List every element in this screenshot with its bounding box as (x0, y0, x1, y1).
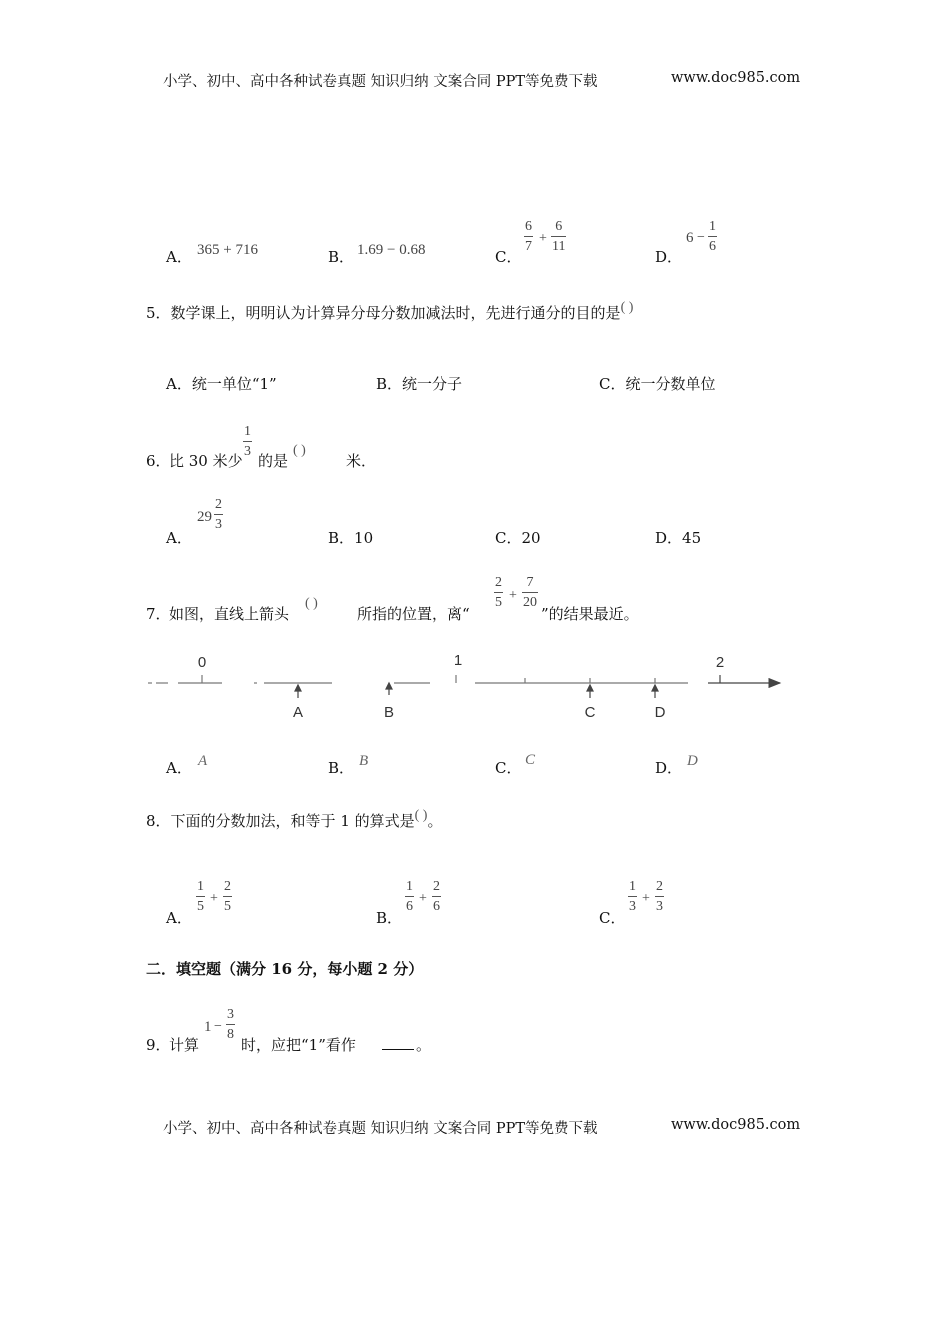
question-7-text-mid: 所指的位置，离“ (357, 605, 470, 623)
question-7-number: 7． (146, 605, 171, 623)
question-7-option-a-value: A (198, 753, 208, 769)
question-6-option-c[interactable]: C．20 (495, 529, 541, 547)
option-d-minus: − (697, 230, 705, 245)
question-7-option-d-label[interactable]: D． (655, 759, 683, 777)
question-9-text-before: 计算 (169, 1036, 200, 1054)
question-6-option-d[interactable]: D．45 (655, 529, 702, 547)
question-8-option-c-fraction-2: 2 3 (656, 879, 663, 914)
question-7-option-c-value: C (525, 752, 536, 768)
question-8-option-b-fraction-1: 1 6 (406, 879, 413, 914)
question-6-answer-paren[interactable]: ( ) (293, 443, 306, 458)
option-a-expression: 365 + 716 (197, 242, 258, 258)
question-7-fraction-2: 7 20 (523, 575, 537, 610)
question-6-option-b[interactable]: B．10 (328, 529, 374, 547)
question-5-option-b[interactable]: B．统一分子 (376, 375, 463, 393)
header-url[interactable]: www.doc985.com (671, 70, 801, 86)
mark-c: C (584, 704, 596, 721)
option-a-label[interactable]: A． (166, 248, 192, 266)
question-7-option-a-label[interactable]: A． (166, 759, 192, 777)
question-6-text-before: 比 30 米少 (169, 452, 243, 470)
mark-b: B (383, 704, 395, 721)
question-8 (146, 810, 442, 831)
question-8-option-a-fraction-2: 2 5 (224, 879, 231, 914)
label-zero: 0 (197, 654, 207, 671)
question-5 (146, 302, 633, 323)
question-5-number: 5． (146, 304, 171, 322)
option-c-label[interactable]: C． (495, 248, 522, 266)
question-7-text-before: 如图，直线上箭头 (169, 605, 290, 623)
question-6-text-after: 米． (346, 452, 377, 470)
question-8-option-a-label[interactable]: A． (166, 909, 192, 927)
question-8-number: 8． (146, 812, 171, 830)
question-7-plus: + (509, 588, 517, 603)
question-8-answer-paren[interactable]: ( ) (414, 808, 428, 823)
option-c-plus: + (539, 231, 547, 246)
footer-url[interactable]: www.doc985.com (671, 1117, 801, 1133)
question-8-text-after: 。 (427, 812, 443, 830)
question-5-option-c[interactable]: C．统一分数单位 (599, 375, 716, 393)
label-one: 1 (453, 652, 463, 669)
footer-text: 小学、初中、高中各种试卷真题 知识归纳 文案合同 PPT等免费下载 (163, 1121, 598, 1137)
question-6-number: 6． (146, 452, 171, 470)
header-text: 小学、初中、高中各种试卷真题 知识归纳 文案合同 PPT等免费下载 (163, 74, 598, 90)
option-b-expression: 1.69 − 0.68 (357, 242, 426, 258)
question-9-fraction: 3 8 (227, 1007, 234, 1042)
question-7-option-d-value: D (687, 753, 698, 769)
question-8-option-a-plus: + (210, 891, 218, 906)
question-7-text-after: ”的结果最近。 (541, 605, 639, 623)
option-d-fraction: 1 6 (709, 219, 716, 254)
question-7-fraction-1: 2 5 (495, 575, 502, 610)
question-6-option-a-fraction: 2 3 (215, 497, 222, 532)
question-7-option-b-value: B (359, 753, 369, 769)
option-d-label[interactable]: D． (655, 248, 683, 266)
number-line-diagram (140, 645, 800, 725)
question-8-option-a-fraction-1: 1 5 (197, 879, 204, 914)
question-6-text-mid: 的是 (258, 452, 289, 470)
question-8-option-b-fraction-2: 2 6 (433, 879, 440, 914)
question-9-text-after: 时，应把“1”看作 (241, 1036, 356, 1054)
option-c-fraction-1: 6 7 (525, 219, 532, 254)
question-8-option-b-plus: + (419, 891, 427, 906)
label-two: 2 (715, 654, 725, 671)
option-c-fraction-2: 6 11 (552, 219, 566, 254)
question-9-answer-blank[interactable] (382, 1036, 414, 1054)
question-7-answer-paren[interactable]: ( ) (305, 596, 318, 611)
question-8-text: 下面的分数加法，和等于 1 的算式是 (170, 812, 415, 830)
page-footer (163, 1117, 598, 1138)
page-header (163, 70, 598, 91)
question-7-option-b-label[interactable]: B． (328, 759, 355, 777)
question-6-option-a-label[interactable]: A． (166, 529, 192, 547)
question-8-option-c-label[interactable]: C． (599, 909, 626, 927)
option-d-whole: 6 (686, 230, 694, 246)
section-2-title: 二．填空题（满分 16 分，每小题 2 分） (146, 960, 424, 978)
question-8-option-c-plus: + (642, 891, 650, 906)
question-9-minus: − (214, 1019, 222, 1034)
mark-d: D (654, 704, 666, 721)
question-9-end: 。 (416, 1036, 432, 1054)
question-8-option-b-label[interactable]: B． (376, 909, 403, 927)
question-5-option-a[interactable]: A．统一单位“1” (166, 375, 277, 393)
question-9-number: 9． (146, 1036, 171, 1054)
question-8-option-c-fraction-1: 1 3 (629, 879, 636, 914)
question-5-answer-paren[interactable]: ( ) (620, 300, 634, 315)
option-b-label[interactable]: B． (328, 248, 355, 266)
mark-a: A (292, 704, 304, 721)
question-6-option-a-whole: 29 (197, 509, 212, 525)
question-9-whole: 1 (204, 1019, 212, 1035)
question-7-option-c-label[interactable]: C． (495, 759, 522, 777)
question-5-text: 数学课上，明明认为计算异分母分数加减法时，先进行通分的目的是 (170, 304, 621, 322)
question-6-fraction: 1 3 (244, 424, 251, 459)
